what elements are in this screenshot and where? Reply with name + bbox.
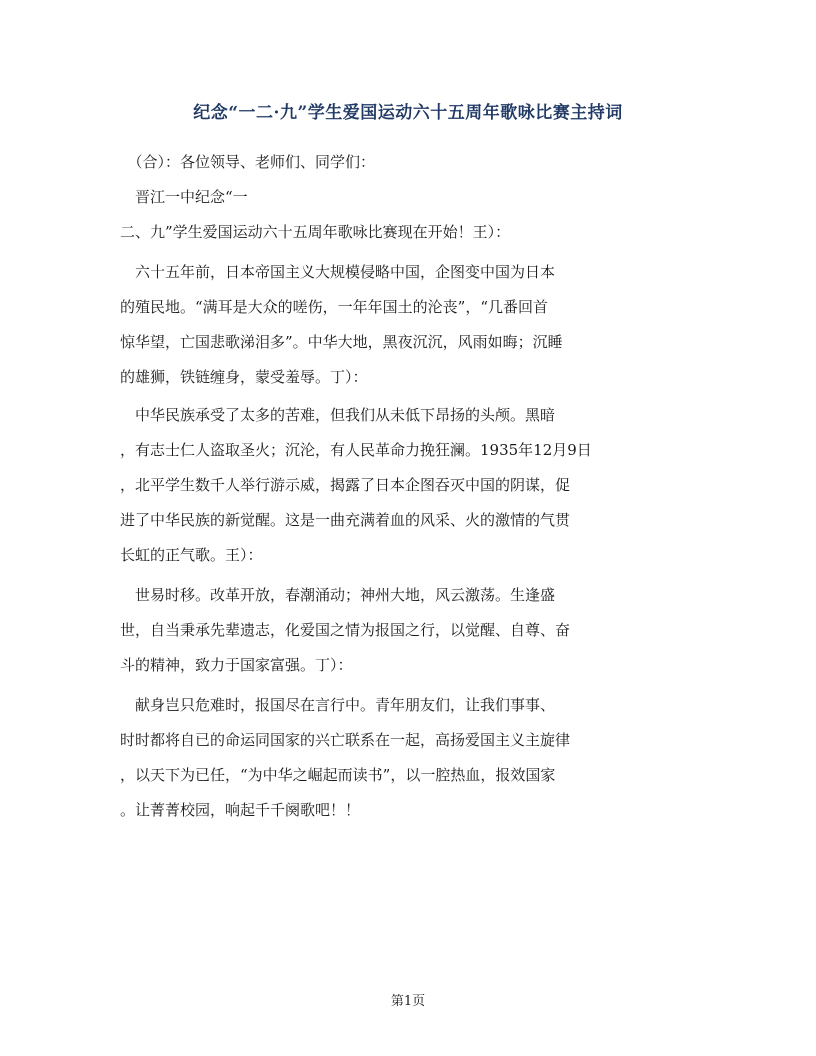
text-line: 斗的精神，致力于国家富强。丁）：	[120, 656, 353, 674]
text-line: ，北平学生数千人举行游示威，揭露了日本企图吞灭中国的阴谋，促	[120, 476, 571, 494]
text-line: 世，自当秉承先辈遗志，化爱国之情为报国之行，以觉醒、自尊、奋	[120, 621, 571, 639]
text-line: 惊华望，亡国悲歌涕泪多”。中华大地，黑夜沉沉，风雨如晦；沉睡	[120, 333, 563, 351]
text-line: 献身岂只危难时，报国尽在言行中。青年朋友们，让我们事事、	[120, 696, 556, 714]
text-line: ，有志士仁人盗取圣火；沉沦，有人民革命力挽狂澜。1935年12月9日	[120, 441, 592, 459]
text-line: 时时都将自已的命运同国家的兴亡联系在一起，高扬爱国主义主旋律	[120, 731, 571, 749]
text-line: 。让菁菁校园，响起千千阕歌吧！！	[120, 801, 361, 819]
text-line: 六十五年前，日本帝国主义大规模侵略中国，企图变中国为日本	[120, 263, 556, 281]
text-line: 的殖民地。“满耳是大众的嗟伤，一年年国土的沦丧”，“几番回首	[120, 298, 549, 316]
text-line: 的雄狮，铁链缠身，蒙受羞辱。丁）：	[120, 368, 368, 386]
text-line: ，以天下为已任，“为中华之崛起而读书”，以一腔热血，报效国家	[120, 766, 556, 784]
document-title: 纪念“一二·九”学生爱国运动六十五周年歌咏比赛主持词	[193, 103, 623, 123]
text-line: 长虹的正气歌。王）：	[120, 546, 263, 564]
text-line: 进了中华民族的新觉醒。这是一曲充满着血的风采、火的激情的气贯	[120, 511, 571, 529]
text-line: （合）：各位领导、老师们、同学们：	[120, 153, 376, 171]
text-line: 世易时移。改革开放，春潮涌动；神州大地，风云激荡。生逢盛	[120, 586, 556, 604]
text-line: 中华民族承受了太多的苦难，但我们从未低下昂扬的头颅。黑暗	[120, 406, 556, 424]
page-number: 第1页	[390, 994, 426, 1009]
text-line: 晋江一中纪念“一	[120, 188, 248, 206]
text-line: 二、九”学生爱国运动六十五周年歌咏比赛现在开始！王）：	[120, 223, 511, 241]
